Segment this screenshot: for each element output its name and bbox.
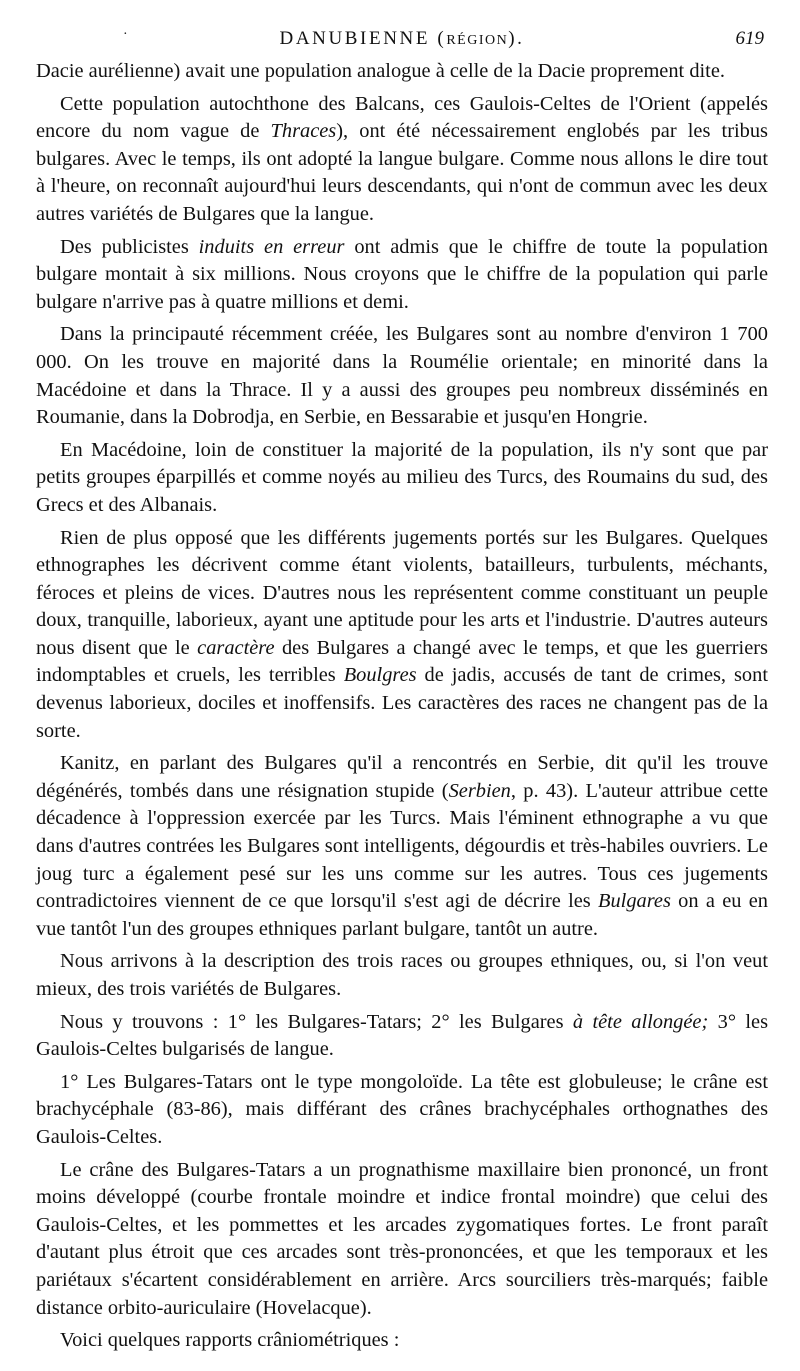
running-head bbox=[36, 24, 768, 54]
body-text bbox=[36, 58, 768, 1355]
paragraph bbox=[36, 91, 768, 229]
running-title-main: DANUBIENNE ( bbox=[279, 28, 447, 49]
italic-text: induits en erreur bbox=[198, 235, 345, 258]
text-run: ), ont été nécessairement englobés par les tribus bulgares. Avec le temps, ils ont adopté la langue bulgare. Comme nous allons le dire tout à l'heure, on reconnaît aujourd'hui leurs descendants, qui n'ont de commun avec les deux autres variétés de Bulgares que la langue. bbox=[36, 120, 768, 225]
paragraph bbox=[36, 750, 768, 943]
italic-text: Bulgares bbox=[598, 890, 671, 913]
italic-text: caractère bbox=[197, 636, 275, 659]
text-run: 3° les Gaulois-Celtes bulgarisés de langue. bbox=[36, 1010, 768, 1061]
paragraph bbox=[36, 1069, 768, 1152]
text-run: Voici quelques rapports crâniométriques : bbox=[60, 1329, 400, 1352]
paragraph bbox=[36, 948, 768, 1003]
italic-text: Boulgres bbox=[343, 664, 417, 687]
page-number: 619 bbox=[735, 28, 764, 49]
text-run: Des publicistes bbox=[60, 235, 199, 258]
text-run: on a eu en vue tantôt l'un des groupes ethniques parlant bulgare, tantôt un autre. bbox=[36, 890, 768, 940]
text-run: Nous arrivons à la description des trois races ou groupes ethniques, ou, si l'on veut mieux, des trois variétés de Bulgares. bbox=[36, 950, 768, 1000]
paragraph bbox=[36, 321, 768, 431]
text-run: En Macédoine, loin de constituer la majorité de la population, ils n'y sont que par petits groupes éparpillés et comme noyés au milieu des Turcs, des Roumains du sud, des Grecs et des Albanais. bbox=[36, 438, 768, 516]
paragraph bbox=[36, 234, 768, 317]
paragraph bbox=[36, 437, 768, 520]
text-run: Kanitz, en parlant des Bulgares qu'il a rencontrés en Serbie, dit qu'il les trouve dégénérés, tombés dans une résignation stupide ( bbox=[36, 752, 768, 802]
text-run: ont admis que le chiffre de toute la population bulgare montait à six millions. Nous croyons que le chiffre de la population qui parle bulgare n'arrive pas à quatre millions et demi. bbox=[36, 235, 768, 313]
paragraph bbox=[36, 58, 768, 86]
italic-text: Thraces bbox=[270, 120, 337, 143]
running-title bbox=[36, 24, 768, 56]
text-run: Cette population autochthone des Balcans, ces Gaulois-Celtes de l'Orient (appelés encore du nom vague de bbox=[36, 92, 768, 143]
text-run: de jadis, accusés de tant de crimes, sont devenus laborieux, dociles et inoffensifs. Les caractères des races ne changent pas de la sorte. bbox=[36, 664, 768, 742]
running-title-small-caps: RÉGION bbox=[446, 33, 509, 48]
document-page bbox=[36, 24, 768, 1360]
paragraph bbox=[36, 1327, 768, 1355]
paragraph bbox=[36, 1009, 768, 1064]
text-run: 1° Les Bulgares-Tatars ont le type mongoloïde. La tête est globuleuse; le crâne est brachycéphale (83-86), mais différant des crânes brachycéphales orthognathes des Gaulois-Celtes. bbox=[36, 1070, 768, 1148]
text-run: Le crâne des Bulgares-Tatars a un prognathisme maxillaire bien prononcé, un front moins développé (courbe frontale moindre et indice frontal moindre) que celui des Gaulois-Celtes, et les pommettes et les arcades zygomatiques fortes. Le front paraît d'autant plus étroit que ces arcades sont très-prononcées, et que les temporaux et les pariétaux s'écartent considérablement en arrière. Arcs sourciliers très-marqués; faible distance orbito-auriculaire (Hovelacque). bbox=[36, 1158, 768, 1319]
running-title-end: ). bbox=[508, 28, 525, 49]
text-run: Nous y trouvons : 1° les Bulgares-Tatars; 2° les Bulgares bbox=[60, 1010, 573, 1033]
text-run: Dacie aurélienne) avait une population analogue à celle de la Dacie proprement dite. bbox=[36, 60, 725, 82]
paragraph bbox=[36, 525, 768, 746]
text-run: des Bulgares a changé avec le temps, et que les guerriers indomptables et cruels, les terribles bbox=[36, 636, 768, 687]
paragraph bbox=[36, 1157, 768, 1323]
text-run: , p. 43). L'auteur attribue cette décadence à l'oppression exercée par les Turcs. Mais l'éminent ethnographe a vu que dans d'autres contrées les Bulgares sont intelligents, dégourdis et très-habiles ouvriers. Le joug turc a également pesé sur les uns comme sur les autres. Tous ces jugements contradictoires viennent de ce que lorsqu'il s'est agi de décrire les bbox=[36, 779, 768, 913]
text-run: Dans la principauté récemment créée, les Bulgares sont au nombre d'environ 1 700 000. On les trouve en majorité dans la Roumélie orientale; en minorité dans la Macédoine et dans la Thrace. Il y a aussi des groupes peu nombreux disséminés en Roumanie, dans la Dobrodja, en Serbie, en Bessarabie et jusqu'en Hongrie. bbox=[36, 323, 768, 429]
italic-text: à tête allongée; bbox=[572, 1010, 709, 1033]
italic-text: Serbien bbox=[448, 779, 511, 802]
text-run: Rien de plus opposé que les différents jugements portés sur les Bulgares. Quelques ethnographes les décrivent comme étant violents, batailleurs, turbulents, méchants, féroces et pleins de vices. D'autres nous les représentent comme constituant un peuple doux, tranquille, laborieux, ayant une aptitude pour les arts et l'industrie. D'autres auteurs nous disent que le bbox=[36, 526, 768, 659]
margin-mark: · bbox=[123, 27, 128, 42]
